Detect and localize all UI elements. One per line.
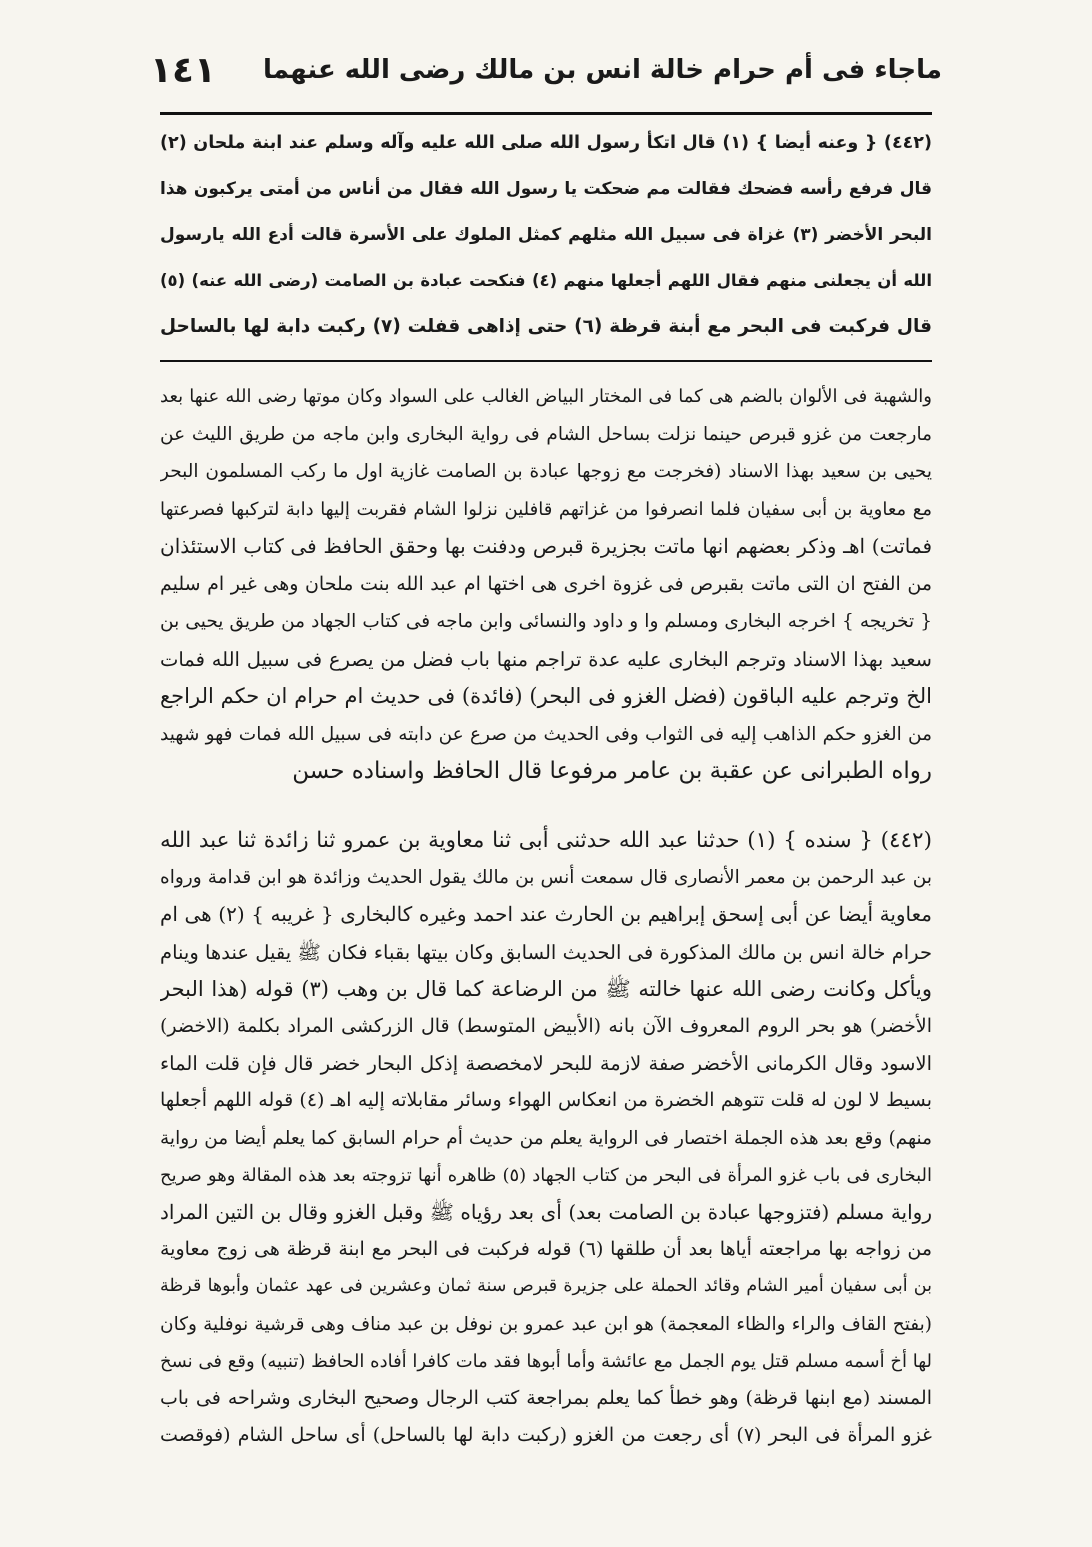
footnote-line: (بفتح القاف والراء والظاء المعجمة) هو ابن عبد عمرو بن نوفل بن عبد مناف وهى قرشية نوفلية وكان [160, 1313, 932, 1335]
footnote-line: الاسود وقال الكرمانى الأخضر صفة لازمة للبحر لامخصصة إذكل البحار خضر قال فإن قلت الماء [160, 1052, 932, 1076]
footnotes-previous-hadith [160, 378, 932, 791]
footnote-line: من الغزو حكم الذاهب إليه فى الثواب وفى الحديث من صرع عن دابته فى سبيل الله فمات فهو شهيد [160, 723, 932, 745]
footnote-line: البخارى فى باب غزو المرأة فى البحر من كتاب الجهاد (٥) ظاهره أنها تزوجته بعد هذه المقالة وهو صريح [160, 1164, 932, 1186]
footnotes-current-hadith [160, 822, 932, 1454]
footnote-line: من الفتح ان التى ماتت بقبرص فى غزوة اخرى هى اختها ام عبد الله بنت ملحان وهى غير ام سليم [160, 572, 932, 595]
running-title: ماجاء فى أم حرام خالة انس بن مالك رضى الله عنهما [263, 55, 942, 85]
main-text-line: قال فرفع رأسه فضحك فقالت مم ضحكت يا رسول الله فقال من أناس من أمتى يركبون هذا [160, 179, 932, 199]
footnote-line: رواه الطبرانى عن عقبة بن عامر مرفوعا قال الحافظ واسناده حسن [292, 758, 932, 784]
footnote-line: رواية مسلم (فتزوجها عبادة بن الصامت بعد) أى بعد رؤياه ﷺ وقبل الغزو وقال بن التين المراد [160, 1200, 932, 1225]
header-divider [160, 112, 932, 115]
footnote-line: ويأكل وكانت رضى الله عنها خالته ﷺ من الرضاعة كما قال بن وهب (٣) قوله (هذا البحر [160, 976, 932, 1001]
footnote-line: من زواجه بها مراجعته أياها بعد أن طلقها (٦) قوله فركبت فى البحر مع ابنة قرظة هى زوج معاوية [160, 1238, 932, 1261]
footnote-line: فماتت) اهـ وذكر بعضهم انها ماتت بجزيرة قبرص ودفنت بها وحقق الحافظ فى كتاب الاستئذان [160, 534, 932, 558]
footnote-line: الأخضر) هو بحر الروم المعروف الآن بانه (الأبيض المتوسط) قال الزركشى المراد بكلمة (الاخضر) [160, 1015, 932, 1038]
footnote-line: حرام خالة انس بن مالك المذكورة فى الحديث السابق وكان بيتها بقباء فكان ﷺ يقيل عندها وينام [160, 940, 932, 964]
footnote-line: يحيى بن سعيد بهذا الاسناد (فخرجت مع زوجها عبادة بن الصامت غازية اول ما ركب المسلمون البحر [160, 461, 932, 482]
footnote-line: (٤٤٢) { سنده } (١) حدثنا عبد الله حدثنى أبى ثنا معاوية بن عمرو ثنا زائدة ثنا عبد الله [160, 828, 932, 853]
footnote-line: مارجعت من غزو قبرص حينما نزلت بساحل الشام فى رواية البخارى وابن ماجه من طريق الليث عن [160, 423, 932, 445]
footnote-line: { تخريجه } اخرجه البخارى ومسلم وا و داود والنسائى وابن ماجه فى كتاب الجهاد من طريق يحيى بن [160, 611, 932, 632]
hadith-main-text [160, 120, 932, 350]
footnote-line: مع معاوية بن أبى سفيان فلما انصرفوا من غزاتهم قافلين نزلوا الشام فقربت إليها دابة لتركبها فصرعتها [160, 498, 932, 520]
footnote-line: لها أخ أسمه مسلم قتل يوم الجمل مع عائشة وأما أبوها فقد مات كافرا أفاده الحافظ (تنبيه) وقع فى نسخ [160, 1350, 932, 1372]
footnote-line: سعيد بهذا الاسناد وترجم البخارى عليه عدة تراجم منها باب فضل من يصرع فى سبيل الله فمات [160, 647, 932, 671]
page-number: ١٤١ [150, 49, 216, 91]
footnote-line: غزو المرأة فى البحر (٧) أى رجعت من الغزو (ركبت دابة لها بالساحل) أى ساحل الشام (فوقصت [160, 1424, 932, 1447]
footnote-line: بسيط لا لون له قلت تتوهم الخضرة من انعكاس الهواء وسائر مقابلاته إليه اهـ (٤) قوله اللهم أجعلها [160, 1089, 932, 1112]
footnote-line: الخ وترجم عليه الباقون (فضل الغزو فى البحر) (فائدة) فى حديث ام حرام ان حكم الراجع [160, 684, 932, 708]
footnote-line: معاوية أيضا عن أبى إسحق إبراهيم بن الحارث عند احمد وغيره كالبخارى { غريبه } (٢) هى ام [160, 902, 932, 927]
footnote-divider [160, 360, 932, 362]
main-text-line: (٤٤٢) { وعنه أيضا } (١) قال اتكأ رسول الله صلى الله عليه وآله وسلم عند ابنة ملحان (٢) [160, 133, 932, 153]
footnote-line: المسند (مع ابنها قرظة) وهو خطأ كما يعلم بمراجعة كتب الرجال وصحيح البخارى وشراحه فى باب [160, 1387, 932, 1410]
footnote-line: منهم) وقع بعد هذه الجملة اختصار فى الرواية يعلم من حديث أم حرام السابق كما يعلم أيضا من رواية [160, 1127, 932, 1149]
main-text-line: قال فركبت فى البحر مع أبنة قرظة (٦) حتى إذاهى قفلت (٧) ركبت دابة لها بالساحل [160, 316, 932, 337]
page-header [150, 40, 942, 100]
footnote-line: بن عبد الرحمن بن معمر الأنصارى قال سمعت أنس بن مالك يقول الحديث وزائدة هو ابن قدامة ورواه [160, 867, 932, 889]
main-text-line: الله أن يجعلنى منهم فقال اللهم أجعلها منهم (٤) فنكحت عبادة بن الصامت (رضى الله عنه) (٥) [160, 271, 932, 290]
footnote-line: بن أبى سفيان أمير الشام وقائد الحملة على جزيرة قبرص سنة ثمان وعشرين فى عهد عثمان وأبوها قرظة [160, 1276, 932, 1297]
footnote-line: والشهبة فى الألوان بالضم هى كما فى المختار البياض الغالب على السواد وكان موتها رضى الله عنها بعد [160, 386, 932, 407]
main-text-line: البحر الأخضر (٣) غزاة فى سبيل الله مثلهم كمثل الملوك على الأسرة قالت أدع الله يارسول [160, 225, 932, 245]
